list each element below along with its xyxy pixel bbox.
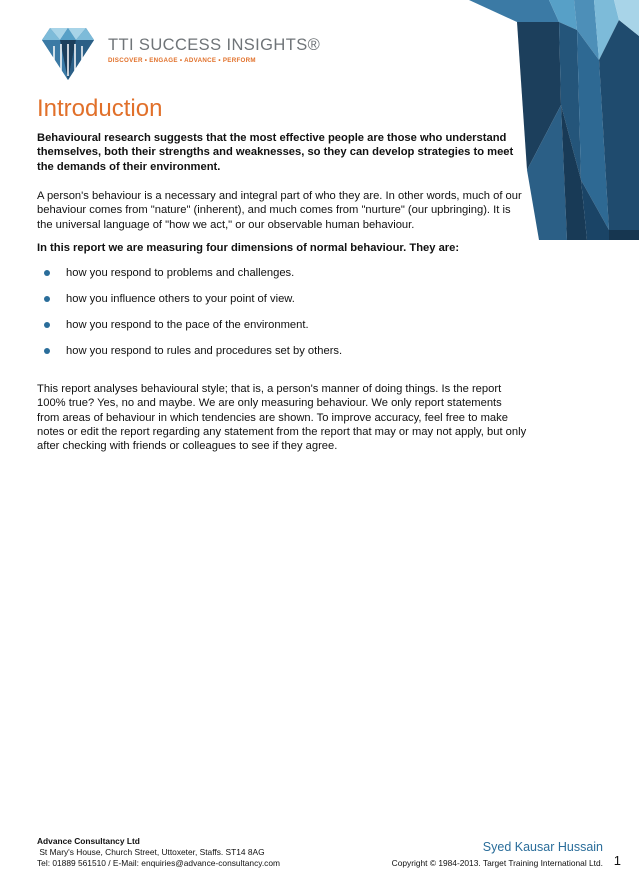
logo-tagline: DISCOVER • ENGAGE • ADVANCE • PERFORM: [108, 57, 256, 64]
footer-address: St Mary's House, Church Street, Uttoxeter, Staffs. ST14 8AG: [37, 847, 265, 857]
behaviour-paragraph: A person's behaviour is a necessary and integral part of who they are. In other words, much of our behaviour comes from "nature" (inherent), and much comes from "nurture" (our upbringing). It is the universal language of "how we act," or our observable human behaviour.: [37, 190, 522, 231]
report-style-paragraph: This report analyses behavioural style; that is, a person's manner of doing things. Is the report 100% true? Yes, no and maybe. We are only measuring behaviour. We only report statements from areas of behaviour in which tendencies are shown. To improve accuracy, feel free to make notes or edit the report regarding any statement from the report that may or may not apply, but only after checking with friends or colleagues to see if they agree.: [37, 383, 527, 453]
list-item: [44, 344, 342, 370]
lead-paragraph: Behavioural research suggests that the most effective people are those who understand themselves, both their strengths and weaknesses, so they can develop strategies to meet the demands of their environment.: [37, 132, 514, 173]
footer-person-name: Syed Kausar Hussain: [482, 840, 603, 854]
list-item-text: how you respond to problems and challenges.: [66, 267, 295, 279]
diamond-logo-icon: [36, 22, 100, 84]
list-item: [44, 318, 342, 344]
logo-name: TTI SUCCESS INSIGHTS®: [108, 36, 321, 54]
list-item: [44, 292, 342, 318]
bullet-icon: [44, 322, 50, 328]
dimensions-intro: In this report we are measuring four dimensions of normal behaviour. They are:: [37, 242, 460, 254]
bullet-icon: [44, 296, 50, 302]
list-item-text: how you influence others to your point of view.: [66, 293, 295, 305]
list-item: [44, 266, 342, 292]
page-number: 1: [613, 853, 621, 868]
footer-company: Advance Consultancy Ltd: [37, 836, 140, 846]
page-title: Introduction: [37, 95, 163, 122]
logo: [36, 22, 321, 84]
bullet-icon: [44, 270, 50, 276]
bullet-icon: [44, 348, 50, 354]
footer-copyright: Copyright © 1984-2013. Target Training International Ltd.: [391, 858, 603, 868]
list-item-text: how you respond to rules and procedures set by others.: [66, 345, 343, 357]
dimensions-list: [44, 266, 342, 370]
footer-contact: Tel: 01889 561510 / E-Mail: enquiries@advance-consultancy.com: [37, 858, 280, 868]
list-item-text: how you respond to the pace of the environment.: [66, 319, 309, 331]
